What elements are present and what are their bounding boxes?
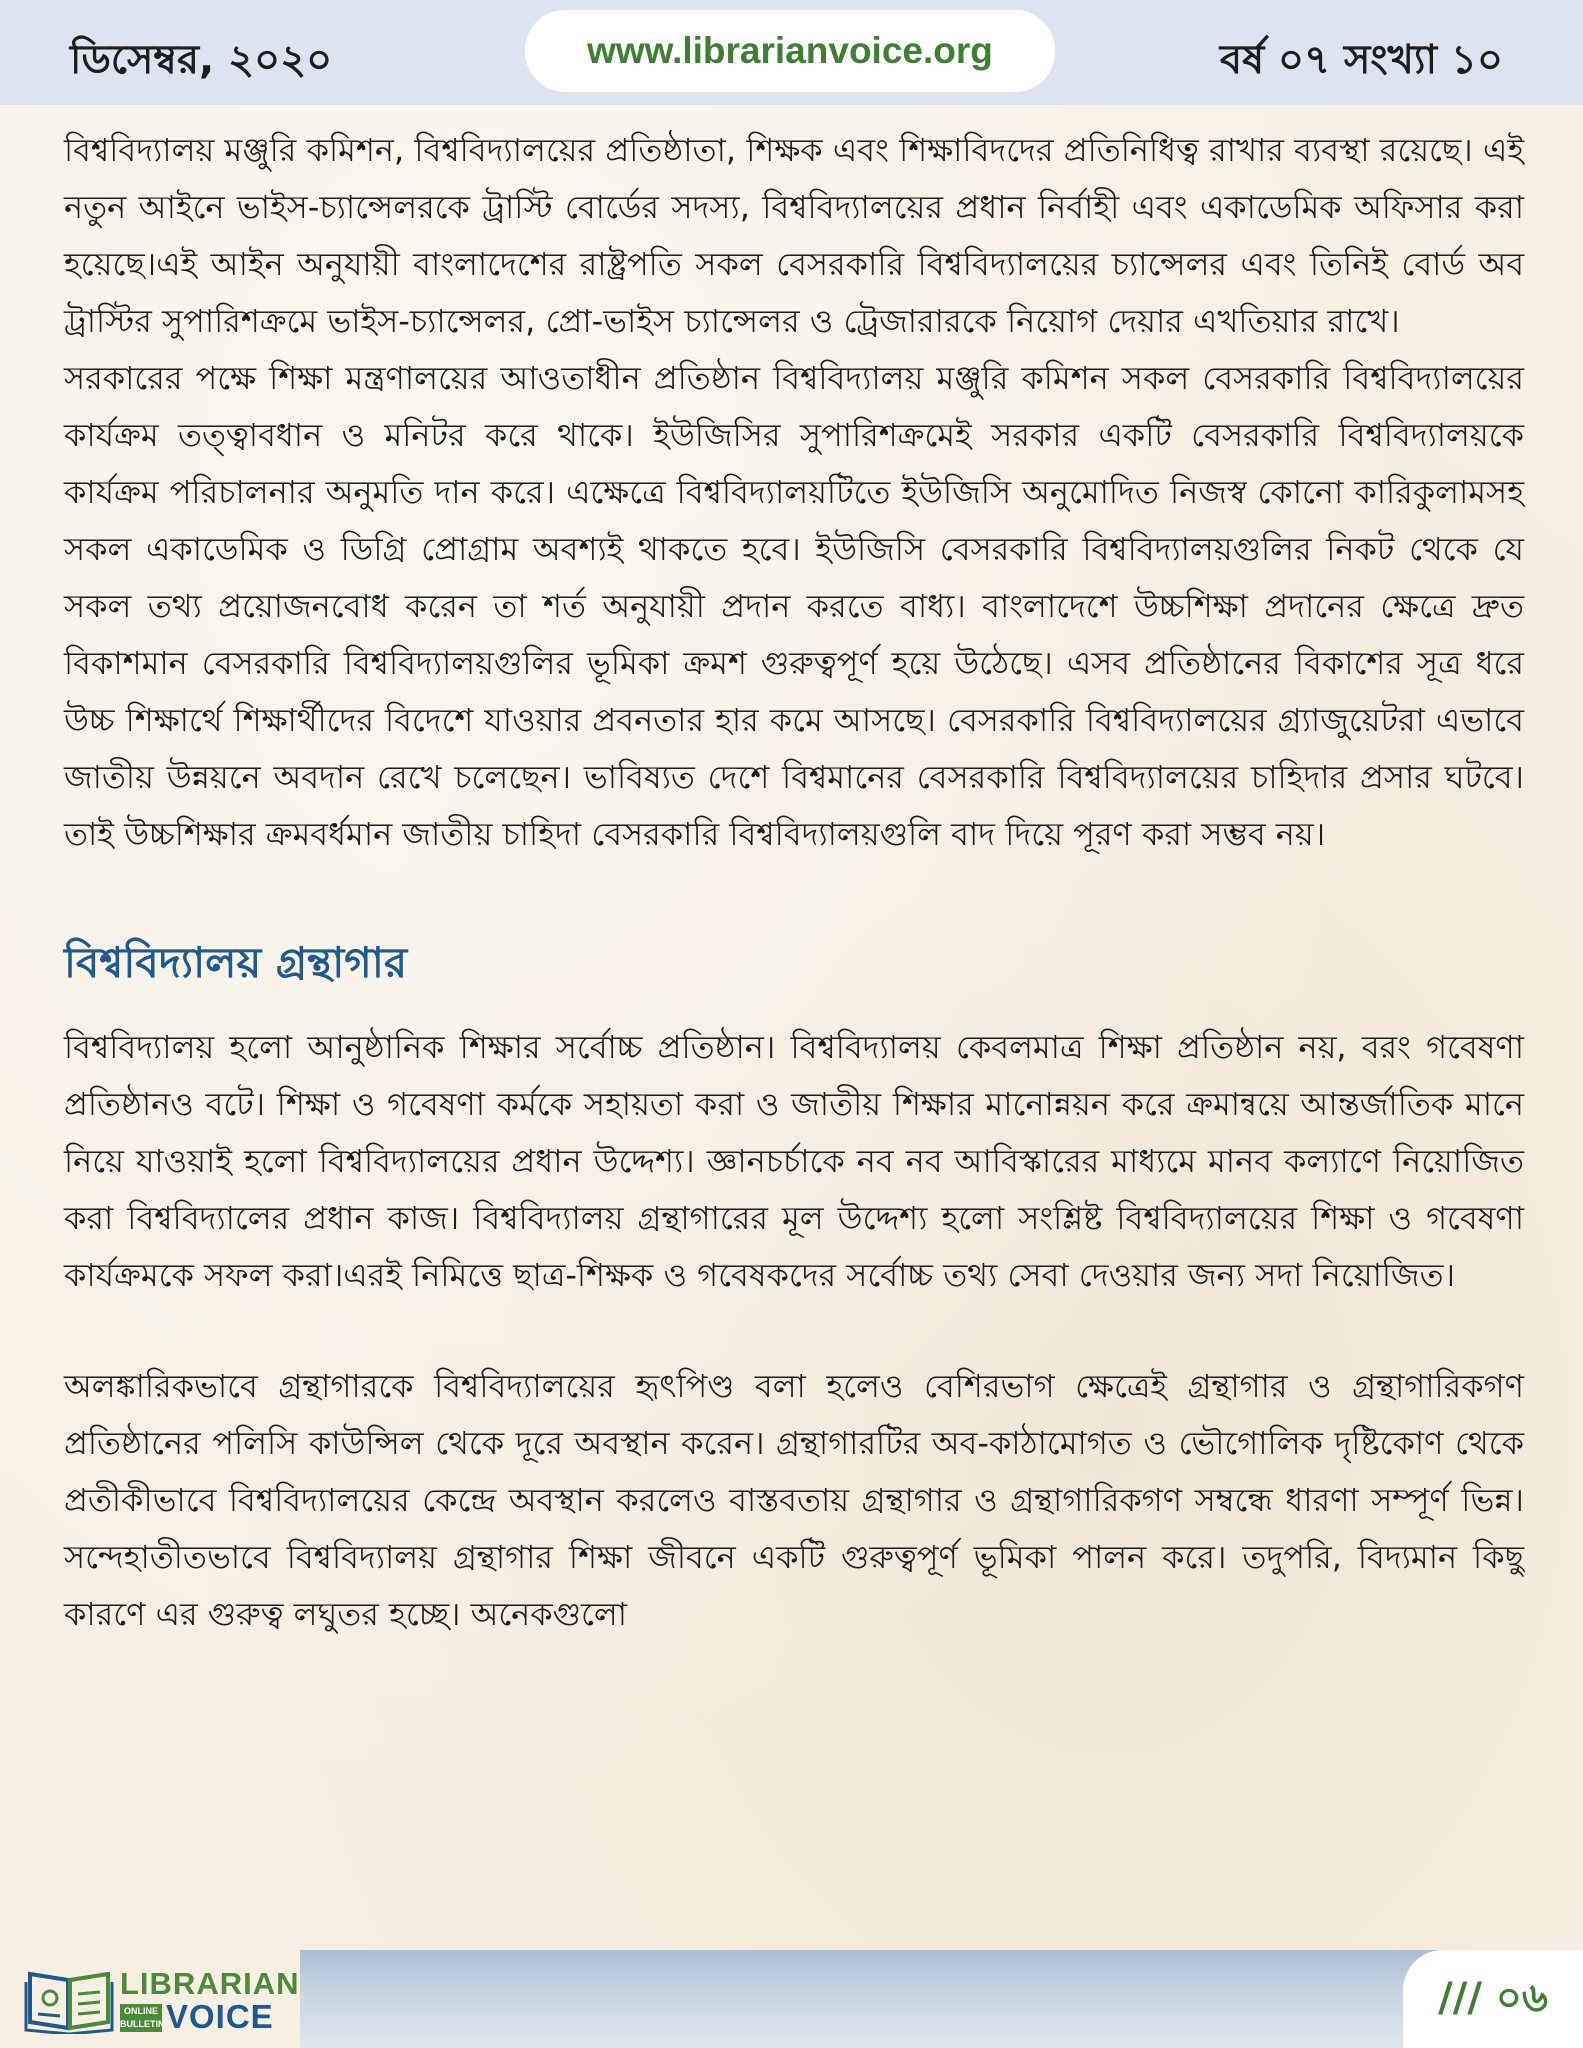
logo-online-bulletin-badge [120, 2004, 165, 2032]
website-link-pill[interactable] [525, 10, 1055, 92]
issue-number: বর্ষ ০৭ সংখ্যা ১০ [1219, 37, 1503, 83]
logo-text-voice: VOICE [166, 1998, 274, 2035]
page-number-box [1403, 1950, 1583, 2048]
paragraph-2: সরকারের পক্ষে শিক্ষা মন্ত্রণালয়ের আওতাধীন প্রতিষ্ঠান বিশ্ববিদ্যালয় মঞ্জুরি কমিশন সকল বেসরকারি বিশ্ববিদ্যালয়ের কার্যক্রম তত্ত্বাবধান ও মনিটর করে থাকে। ইউজিসির সুপারিশক্রমেই সরকার একটি বেসরকারি বিশ্ববিদ্যালয়কে কার্যক্রম পরিচালনার অনুমতি দান করে। এক্ষেত্রে বিশ্ববিদ্যালয়টিতে ইউজিসি অনুমোদিত নিজস্ব কোনো কারিকুলামসহ সকল একাডেমিক ও ডিগ্রি প্রোগ্রাম অবশ্যই থাকতে হবে। ইউজিসি বেসরকারি বিশ্ববিদ্যালয়গুলির নিকট থেকে যে সকল তথ্য প্রয়োজনবোধ করেন তা শর্ত অনুযায়ী প্রদান করতে বাধ্য। বাংলাদেশে উচ্চশিক্ষা প্রদানের ক্ষেত্রে দ্রুত বিকাশমান বেসরকারি বিশ্ববিদ্যালয়গুলির ভূমিকা ক্রমশ গুরুত্বপূর্ণ হয়ে উঠেছে। এসব প্রতিষ্ঠানের বিকাশের সূত্র ধরে উচ্চ শিক্ষার্থে শিক্ষার্থীদের বিদেশে যাওয়ার প্রবনতার হার কমে আসছে। বেসরকারি বিশ্ববিদ্যালয়ের গ্র্যাজুয়েটরা এভাবে জাতীয় উন্নয়নে অবদান রেখে চলেছেন। ভাবিষ্যত দেশে বিশ্বমানের বেসরকারি বিশ্ববিদ্যালয়ের চাহিদার প্রসার ঘটবে। তাই উচ্চশিক্ষার ক্রমবর্ধমান জাতীয় চাহিদা বেসরকারি বিশ্ববিদ্যালয়গুলি বাদ দিয়ে পূরণ করা সম্ভব নয়। [64, 359, 1524, 853]
article-body [64, 122, 1524, 1643]
paragraph-1: বিশ্ববিদ্যালয় মঞ্জুরি কমিশন, বিশ্ববিদ্যালয়ের প্রতিষ্ঠাতা, শিক্ষক এবং শিক্ষাবিদদের প্রতিনিধিত্ব রাখার ব্যবস্থা রয়েছে। এই নতুন আইনে ভাইস-চ্যান্সেলরকে ট্রাস্টি বোর্ডের সদস্য, বিশ্ববিদ্যালয়ের প্রধান নির্বাহী এবং একাডেমিক অফিসার করা হয়েছে।এই আইন অনুযায়ী বাংলাদেশের রাষ্ট্রপতি সকল বেসরকারি বিশ্ববিদ্যালয়ের চ্যান্সেলর এবং তিনিই বোর্ড অব ট্রাস্টির সুপারিশক্রমে ভাইস-চ্যান্সেলর, প্রো-ভাইস চ্যান্সেলর ও ট্রেজারারকে নিয়োগ দেয়ার এখতিয়ার রাখে। [64, 131, 1524, 340]
paragraph-spacer [64, 1304, 1524, 1358]
section-heading: বিশ্ববিদ্যালয় গ্রন্থাগার [64, 938, 408, 987]
page-number: /// ০৬ [1438, 1974, 1548, 2021]
open-book-logo-icon [24, 1964, 114, 2034]
logo-text-librarian: LIBRARIAN [120, 1966, 300, 2001]
paragraph-4: অলঙ্কারিকভাবে গ্রন্থাগারকে বিশ্ববিদ্যালয়ের হৃৎপিণ্ড বলা হলেও বেশিরভাগ ক্ষেত্রেই গ্রন্থাগার ও গ্রন্থাগারিকগণ প্রতিষ্ঠানের পলিসি কাউন্সিল থেকে দূরে অবস্থান করেন। গ্রন্থাগারটির অব-কাঠামোগত ও ভৌগোলিক দৃষ্টিকোণ থেকে প্রতীকীভাবে বিশ্ববিদ্যালয়ের কেন্দ্রে অবস্থান করলেও বাস্তবতায় গ্রন্থাগার ও গ্রন্থাগারিকগণ সম্বন্ধে ধারণা সম্পূর্ণ ভিন্ন।সন্দেহাতীতভাবে বিশ্ববিদ্যালয় গ্রন্থাগার শিক্ষা জীবনে একটি গুরুত্বপূর্ণ ভূমিকা পালন করে। তদুপরি, বিদ্যমান কিছু কারণে এর গুরুত্ব লঘুতর হচ্ছে। অনেকগুলো [64, 1367, 1524, 1633]
logo-badge-line-2: BULLETIN [120, 2019, 165, 2029]
page-footer [0, 1950, 1583, 2048]
footer-logo [0, 1950, 300, 2048]
page-header [0, 0, 1583, 105]
website-url[interactable]: www.librarianvoice.org [587, 30, 993, 71]
footer-sea-image [300, 1950, 1583, 2048]
paragraph-3: বিশ্ববিদ্যালয় হলো আনুষ্ঠানিক শিক্ষার সর্বোচ্চ প্রতিষ্ঠান। বিশ্ববিদ্যালয় কেবলমাত্র শিক্ষা প্রতিষ্ঠান নয়, বরং গবেষণা প্রতিষ্ঠানও বটে। শিক্ষা ও গবেষণা কর্মকে সহায়তা করা ও জাতীয় শিক্ষার মানোন্নয়ন করে ক্রমান্বয়ে আন্তর্জাতিক মানে নিয়ে যাওয়াই হলো বিশ্ববিদ্যালয়ের প্রধান উদ্দেশ্য। জ্ঞানচর্চাকে নব নব আবিস্কারের মাধ্যমে মানব কল্যাণে নিয়োজিত করা বিশ্ববিদ্যালের প্রধান কাজ। বিশ্ববিদ্যালয় গ্রন্থাগারের মূল উদ্দেশ্য হলো সংশ্লিষ্ট বিশ্ববিদ্যালয়ের শিক্ষা ও গবেষণা কার্যক্রমকে সফল করা।এরই নিমিত্তে ছাত্র-শিক্ষক ও গবেষকদের সর্বোচ্চ তথ্য সেবা দেওয়ার জন্য সদা নিয়োজিত। [64, 1028, 1524, 1294]
issue-date: ডিসেম্বর, ২০২০ [70, 37, 333, 83]
logo-badge-line-1: ONLINE [123, 2006, 158, 2016]
